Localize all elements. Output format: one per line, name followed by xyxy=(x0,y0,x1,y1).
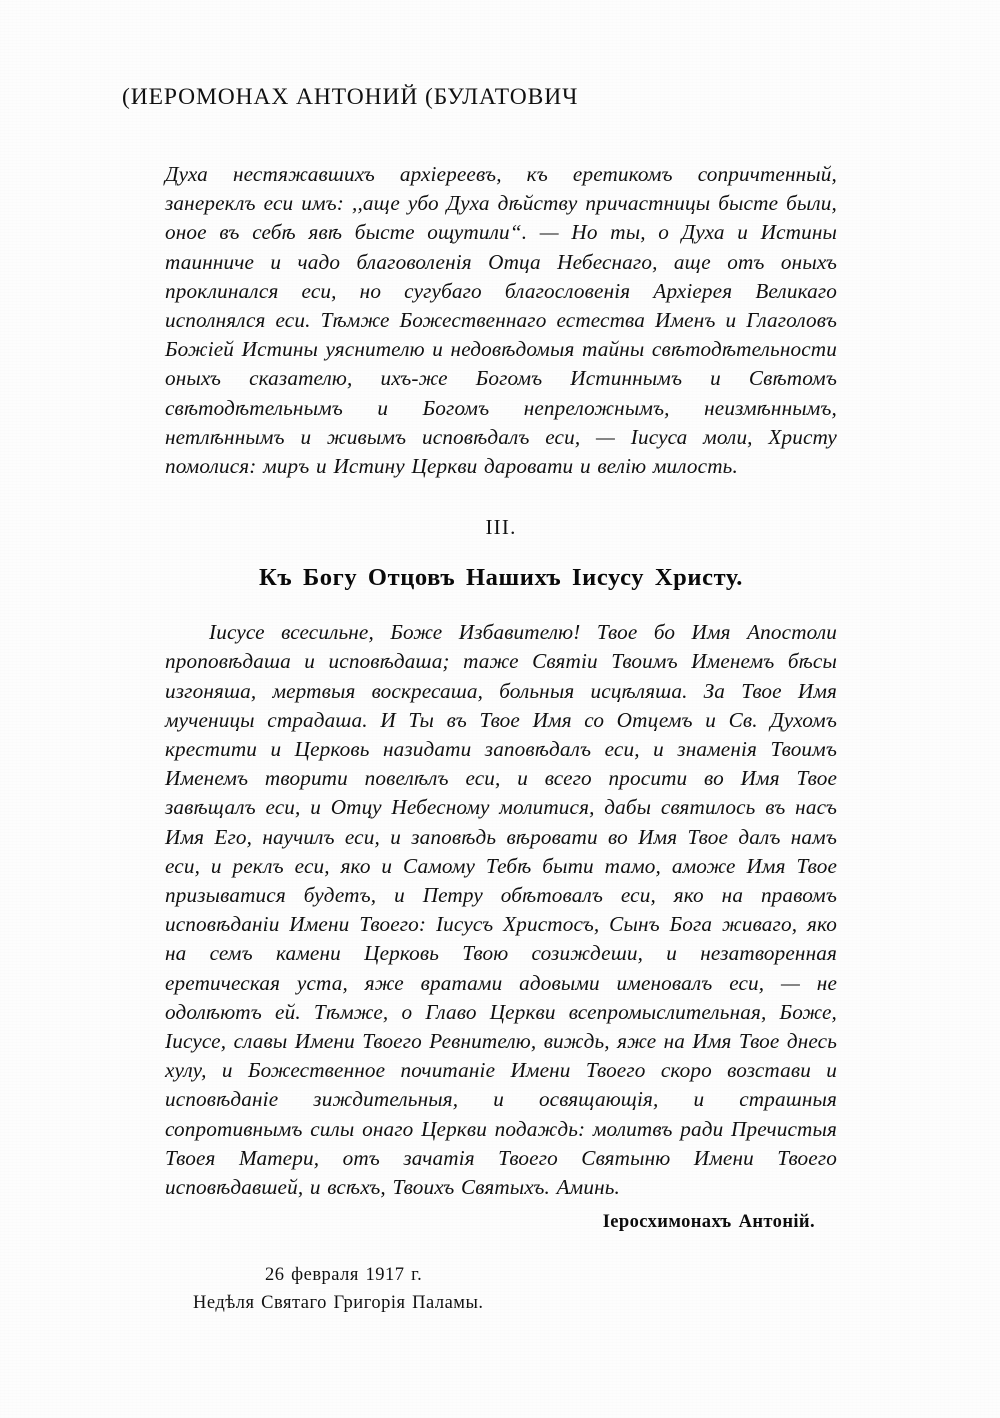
colophon xyxy=(165,1261,837,1317)
running-head: (ИЕРОМОНАХ АНТОНИЙ (БУЛАТОВИЧ xyxy=(122,84,579,110)
section-number: III. xyxy=(485,515,517,540)
colophon-date: 26 февраля 1917 г. xyxy=(265,1265,423,1286)
colophon-feast: Недѣля Святаго Григорія Паламы. xyxy=(193,1293,484,1314)
text-block xyxy=(165,160,837,1317)
paragraph-prayer-to-jesus: Іисусе всесильне, Боже Избавителю! Твое бо Имя Апостоли проповѣдаша и исповѣдаша; таже Святіи Твоимъ Именемъ бѣсы изгоняша, мертвыя воскресаша, больныя исцѣляша. За Твое Имя мученицы страдаша. И Ты въ Твое Имя со Отцемъ и Св. Духомъ крестити и Церковь назидати заповѣдалъ еси, и знаменія Твоимъ Именемъ творити повелѣлъ еси, и всего просити во Имя Твое завѣщалъ еси, и Отцу Небесному молитися, дабы святилось въ насъ Имя Его, научилъ еси, и заповѣдь вѣровати во Имя Твое далъ намъ еси, и реклъ еси, яко и Самому Тебѣ быти тамо, аможе Имя Твое призыватися будетъ, и Петру обѣтовалъ еси, яко на правомъ исповѣданіи Имени Твоего: Іисусъ Христосъ, Сынъ Бога живаго, яко на семъ камени Церковь Твою созиждеши, и незатворенная еретическая уста, яже вратами адовыми именовалъ еси, — не одолѣютъ ей. Тѣмже, о Главо Церкви всепромыслительная, Боже, Іисусе, славы Имени Твоего Ревнителю, виждь, яже на Имя Твое днесь хулу, и Божественное почитаніе Имени Твоего скоро возстави и исповѣданіе зиждительныя, и освящающія, и страшныя сопротивнымъ силы онаго Церкви подаждь: молитвъ ради Пречистыя Твоея Матери, отъ зачатія Твоего Святыню Имени Твоего исповѣдавшей, и всѣхъ, Твоихъ Святыхъ. Аминь. xyxy=(165,620,837,1200)
signature-author: Іеросхимонахъ Антоній. xyxy=(602,1212,815,1233)
section-title: Къ Богу Отцовъ Нашихъ Іисусу Христу. xyxy=(259,564,743,592)
paragraph-closing-petition: Духа нестяжавшихъ архіереевъ, къ еретикомъ сопричтенный, занереклъ еси имъ: ,,аще убо Духа дѣйству причастницы бысте были, оное въ себѣ явѣ бысте ощутили“. — Но ты, о Духа и Истины таинниче и чадо благоволенія Отца Небеснаго, аще отъ оныхъ проклинался еси, но сугубаго благословенія Архіерея Великаго исполнялся еси. Тѣмже Божественнаго естества Именъ и Глаголовъ Божіей Истины уяснителю и недовѣдомыя тайны свѣтодѣтельности оныхъ сказателю, ихъ-же Богомъ Истиннымъ и Свѣтомъ свѣтодѣтельнымъ и Богомъ непреложнымъ, неизмѣннымъ, нетлѣннымъ и живымъ исповѣдалъ еси, — Іисуса моли, Христу помолися: миръ и Истину Церкви даровати и велію милость. xyxy=(165,162,837,479)
